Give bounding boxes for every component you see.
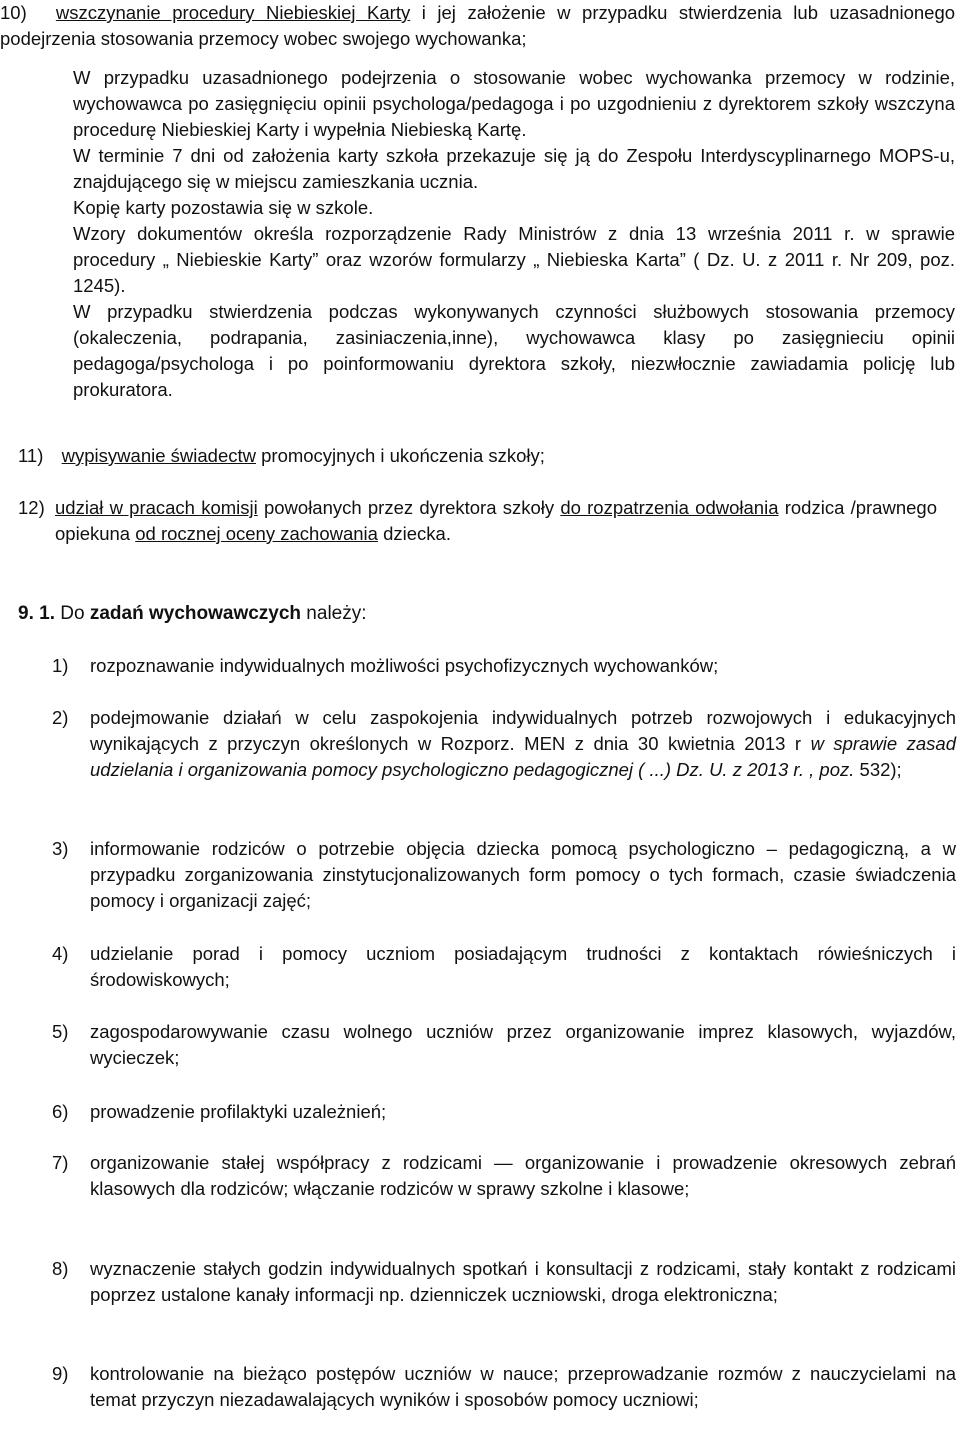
item-12-underlined-1: udział w pracach komisji [55,497,258,518]
list-item-number: 6) [52,1101,69,1122]
list-item [52,1019,956,1071]
item-11-underlined: wypisywanie świadectw [61,445,256,466]
paragraph-5: W przypadku stwierdzenia podczas wykonywanych czynności służbowych stosowania przemocy (okaleczenia, podrapania, zasiniaczenia,inne), wychowawca klasy po zasięgnieciu opinii pedagoga/psychologa i po poinformowaniu dyrektora szkoły, niezwłocznie zawiadamia policję lub prokuratora. [73,301,955,400]
section-number: 9. 1. [18,603,55,624]
list-item-number: 8) [52,1258,69,1279]
heading-bold: zadań wychowawczych [89,603,302,624]
list-item-text: organizowanie stałej współpracy z rodzicami — organizowanie i prowadzenie okresowych zebrań klasowych dla rodziców; włączanie rodziców w sprawy szkolne i klasowe; [90,1152,956,1199]
item-11 [18,443,955,469]
list-item-text: udzielanie porad i pomocy uczniom posiadającym trudności z kontaktach rówieśniczych i środowiskowych; [90,943,956,990]
list-item-text: rozpoznawanie indywidualnych możliwości psychofizycznych wychowanków; [90,655,719,676]
item-12-text-3: dziecka. [377,523,451,544]
item-12-underlined-3: od rocznej oceny zachowania [135,523,378,544]
item-12-underlined-2: do rozpatrzenia odwołania [560,497,779,518]
list-item-number: 9) [52,1363,69,1384]
list-item-text: informowanie rodziców o potrzebie objęcia dziecka pomocą psychologiczno – pedagogiczną, a w przypadku zorganizowania zinstytucjonalizowanych form pomocy o tych formach, czasie świadczenia pomocy i organizacji zajęć; [90,838,956,911]
list-item-italic: w sprawie zasad udzielania i organizowania pomocy psychologiczno pedagogicznej ( ...) Dz. U. z 2013 r. , poz. [90,733,956,780]
list-item-text: kontrolowanie na bieżąco postępów uczniów w nauce; przeprowadzanie rozmów z nauczycielami na temat przyczyn niezadawalających wyników i sposobów pomocy uczniowi; [90,1363,956,1410]
section-heading [18,601,367,627]
item-12-text-1: powołanych przez dyrektora szkoły [257,497,561,518]
list-item [52,653,956,679]
item-12-number: 12) [18,497,45,518]
item-10-number: 10) [0,2,27,23]
item-10-details [73,65,955,403]
item-11-text: promocyjnych i ukończenia szkoły; [255,445,545,466]
heading-text-1: Do [54,603,90,624]
list-item-number: 4) [52,943,69,964]
item-12-text-2: rodzica /prawnego opiekuna [55,497,937,544]
paragraph-4: Wzory dokumentów określa rozporządzenie Rady Ministrów z dnia 13 września 2011 r. w sprawie procedury „ Niebieskie Karty” oraz wzorów formularzy „ Niebieska Karta” ( Dz. U. z 2011 r. Nr 209, poz. 1245). [73,223,955,296]
heading-text-2: należy: [301,603,367,624]
item-10 [0,0,955,52]
list-item [52,1361,956,1413]
list-item [52,1256,956,1308]
list-item-number: 2) [52,707,69,728]
item-10-underlined: wszczynanie procedury Niebieskiej Karty [55,2,411,23]
list-item-tail: 532); [854,759,902,780]
list-item-number: 3) [52,838,69,859]
paragraph-1: W przypadku uzasadnionego podejrzenia o stosowanie wobec wychowanka przemocy w rodzinie, wychowawca po zasięgnięciu opinii psychologa/pedagoga i po uzgodnieniu z dyrektorem szkoły wszczyna procedurę Niebieskiej Karty i wypełnia Niebieską Kartę. [73,67,955,140]
list-item-number: 1) [52,655,69,676]
list-item-text: zagospodarowywanie czasu wolnego uczniów przez organizowanie imprez klasowych, wyjazdów, wycieczek; [90,1021,956,1068]
item-10-text: i jej założenie w przypadku stwierdzenia lub uzasadnionego podejrzenia stosowania przemocy wobec swojego wychowanka; [0,2,956,49]
list-item [52,705,956,783]
item-11-number: 11) [18,445,44,466]
paragraph-3: Kopię karty pozostawia się w szkole. [73,197,374,218]
list-item-number: 5) [52,1021,69,1042]
list-item-text: prowadzenie profilaktyki uzależnień; [90,1101,387,1122]
list-item [52,1099,956,1125]
list-item-text: wyznaczenie stałych godzin indywidualnych spotkań i konsultacji z rodzicami, stały kontakt z rodzicami poprzez ustalone kanały informacji np. dzienniczek uczniowski, droga elektroniczna; [90,1258,956,1305]
paragraph-2: W terminie 7 dni od założenia karty szkoła przekazuje się ją do Zespołu Interdyscyplinarnego MOPS-u, znajdującego się w miejscu zamieszkania ucznia. [73,145,955,192]
list-item [52,836,956,914]
item-12 [18,495,937,547]
list-item-number: 7) [52,1152,69,1173]
list-item [52,1150,956,1202]
list-item-text: podejmowanie działań w celu zaspokojenia indywidualnych potrzeb rozwojowych i edukacyjnych wynikających z przyczyn określonych w Rozporz. MEN z dnia 30 kwietnia 2013 r [90,707,956,754]
list-item [52,941,956,993]
